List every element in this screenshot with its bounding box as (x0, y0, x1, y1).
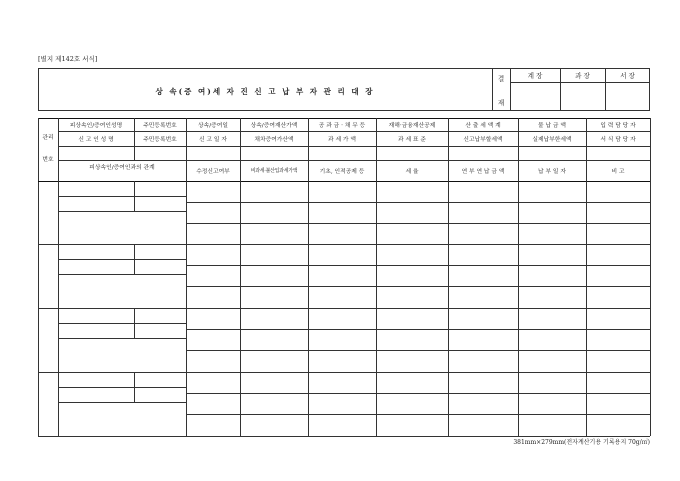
header-filer-id: 주민등록번호 (143, 137, 177, 143)
col4-row3: 세 율 (405, 169, 419, 175)
approval-role-director: 과 장 (575, 72, 590, 80)
paper-spec-note: 381mm×279mm(전자계산기용 기록용지 70g/㎡) (513, 439, 650, 446)
approval-label-top: 결 (497, 75, 505, 83)
col7-row1: 입 력 담 당 자 (600, 123, 636, 129)
col2-row3: 비과세·불산입과세가액 (250, 168, 298, 174)
header-decedent-id: 주민등록번호 (143, 123, 177, 129)
approval-role-head: 서 장 (620, 72, 635, 80)
col1-row3: 수정신고여부 (196, 169, 230, 175)
header-relationship: 피상속인/증여인과의 관계 (89, 164, 155, 171)
header-filer-name: 신 고 인 성 명 (78, 137, 114, 143)
form-title: 상 속(증 여)세 자 진 신 고 납 부 자 관 리 대 장 (155, 87, 375, 96)
col3-row1: 공 과 금 · 채 무 등 (318, 123, 366, 129)
header-decedent-name: 피상속인/증여인성명 (69, 123, 123, 129)
col5-row2: 신고납부할세액 (463, 137, 503, 143)
col4-row2: 과 세 표 준 (398, 137, 426, 143)
approval-label-bottom: 재 (497, 99, 505, 107)
mgmt-no-label-bottom: 번호 (42, 156, 54, 163)
col5-row1: 산 출 세 액 계 (465, 123, 501, 129)
col1-row1: 상속/증여일 (198, 123, 228, 129)
col1-row2: 신 고 일 자 (199, 137, 227, 143)
col2-row1: 상속/증여재산가액 (250, 123, 298, 129)
col4-row1: 재해·금융재산공제 (388, 123, 436, 129)
col6-row1: 물 납 금 액 (538, 123, 566, 129)
col7-row2: 서 식 담 당 자 (600, 137, 636, 143)
form-number: [별지 제142호 서식] (38, 55, 98, 63)
col2-row2: 채차증여가산액 (254, 137, 294, 143)
col5-row3: 연 부 연 납 금 액 (461, 169, 505, 175)
approval-role-chief: 계 장 (527, 72, 543, 80)
col6-row3: 납 부 일 자 (538, 169, 566, 175)
mgmt-no-label-top: 관리 (42, 134, 54, 141)
col3-row2: 과 세 가 액 (328, 137, 356, 143)
col7-row3: 비 고 (611, 169, 625, 175)
col6-row2: 실제납부한세액 (532, 137, 572, 143)
col3-row3: 기초, 인적공제 등 (319, 169, 365, 175)
